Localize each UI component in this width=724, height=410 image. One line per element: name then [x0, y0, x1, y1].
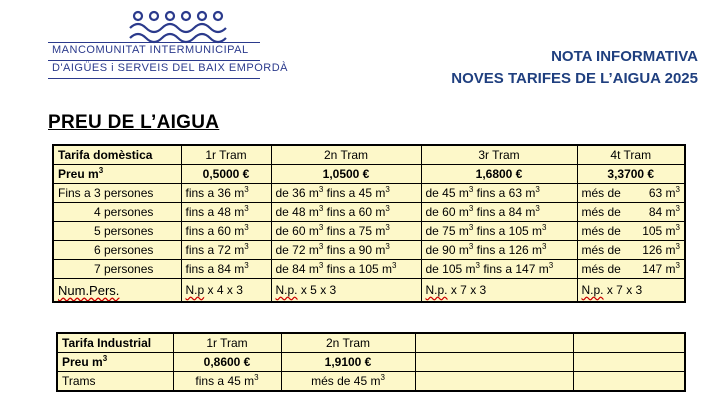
- cell-text: 126 m: [642, 243, 676, 257]
- cell-text: més de: [581, 205, 621, 219]
- table-row: [53, 222, 685, 241]
- preu-value: 3,3700 €: [577, 165, 685, 184]
- cell-text: N.p.: [425, 283, 448, 297]
- tram-header: 4t Tram: [577, 145, 685, 165]
- cell-text: fins a 48 m: [185, 205, 245, 219]
- tram2-cell: de 36 $m^3$ fins a 45 $m^3$: [271, 184, 421, 203]
- table-row: [57, 372, 685, 392]
- cell-text: x 4 x 3: [204, 283, 243, 297]
- cell-text: més de: [581, 186, 621, 200]
- empty-cell: [573, 353, 685, 372]
- table-row: [57, 333, 685, 353]
- tram4-cell: més de 126 $m^3$: [577, 241, 685, 260]
- cell-text: 147 m: [642, 262, 676, 276]
- tram3-cell: de 75 $m^3$ fins a 105 $m^3$: [421, 222, 577, 241]
- numpers-cell: [421, 279, 577, 303]
- cell-text: 63 m: [648, 186, 676, 200]
- table-row: [53, 145, 685, 165]
- cell-text: fins a 90 m: [323, 243, 386, 257]
- numpers-cell: [577, 279, 685, 303]
- cell-text: fins a 75 m: [323, 224, 386, 238]
- tarifa-industrial-table: [56, 332, 686, 392]
- tarifa-industrial-title: Tarifa Industrial: [57, 333, 173, 353]
- cell-text: fins a 45 m: [323, 186, 386, 200]
- cell-text: més de 45 m: [311, 374, 381, 388]
- table-row: [53, 260, 685, 279]
- cell-text: x 5 x 3: [297, 283, 337, 297]
- cell-text: de 60 m: [425, 205, 469, 219]
- preu-label: Preu $m^3$: [53, 165, 181, 184]
- tram-header: 2n Tram: [281, 333, 415, 353]
- row-label: 6 persones: [53, 241, 181, 260]
- tram-header: 1r Tram: [181, 145, 271, 165]
- cell-text: de 105 m: [425, 262, 476, 276]
- cell-text: de 36 m: [275, 186, 319, 200]
- numpers-cell: [271, 279, 421, 303]
- table-row: [57, 353, 685, 372]
- cell-text: fins a 105 m: [323, 262, 393, 276]
- logo-rule-bottom: [48, 78, 260, 79]
- tram-header: 2n Tram: [271, 145, 421, 165]
- cell-text: x 7 x 3: [603, 283, 643, 297]
- cell-text: de 60 m: [275, 224, 319, 238]
- cell-text: fins a 45 m: [195, 374, 255, 388]
- cell-text: fins a 60 m: [185, 224, 245, 238]
- preu-value: 1,0500 €: [271, 165, 421, 184]
- empty-cell: [415, 353, 573, 372]
- tram3-cell: de 105 $m^3$ fins a 147 $m^3$: [421, 260, 577, 279]
- logo-waves-icon: [128, 8, 238, 44]
- tarifa-domestica-table: [52, 144, 686, 303]
- logo-rule-top: [48, 42, 260, 43]
- cell-text: més de: [581, 262, 621, 276]
- tram2-cell: de 72 $m^3$ fins a 90 $m^3$: [271, 241, 421, 260]
- cell-text: de 45 m: [425, 186, 469, 200]
- preu-label-text: Preu m: [58, 167, 99, 181]
- tram1-cell: fins a 60 $m^3$: [181, 222, 271, 241]
- preu-value: 0,5000 €: [181, 165, 271, 184]
- table-row: [53, 165, 685, 184]
- preu-value: 1,9100 €: [281, 353, 415, 372]
- tram1-cell: fins a 45 $m^3$: [173, 372, 281, 392]
- cell-text: de 72 m: [275, 243, 319, 257]
- cell-text: 105 m: [642, 224, 676, 238]
- cell-text: N.p.: [275, 283, 298, 297]
- tram3-cell: de 60 $m^3$ fins a 84 $m^3$: [421, 203, 577, 222]
- row-label: 5 persones: [53, 222, 181, 241]
- row-label: 4 persones: [53, 203, 181, 222]
- nota-line2: NOVES TARIFES DE L’AIGUA 2025: [451, 70, 698, 87]
- tram4-cell: més de 105 $m^3$: [577, 222, 685, 241]
- tram2-cell: de 84 $m^3$ fins a 105 $m^3$: [271, 260, 421, 279]
- cell-text: fins a 60 m: [323, 205, 386, 219]
- cell-text: de 75 m: [425, 224, 469, 238]
- row-label: 7 persones: [53, 260, 181, 279]
- table-row: [53, 184, 685, 203]
- tram1-cell: fins a 72 $m^3$: [181, 241, 271, 260]
- cell-text: fins a 105 m: [473, 224, 543, 238]
- page-title: PREU DE L’AIGUA: [48, 112, 220, 133]
- cell-text: fins a 63 m: [473, 186, 536, 200]
- tram3-cell: de 90 $m^3$ fins a 126 $m^3$: [421, 241, 577, 260]
- empty-cell: [415, 333, 573, 353]
- tram-header: 3r Tram: [421, 145, 577, 165]
- cell-text: 84 m: [648, 205, 676, 219]
- empty-cell: [415, 372, 573, 392]
- table-row: [53, 203, 685, 222]
- tram3-cell: de 45 $m^3$ fins a 63 $m^3$: [421, 184, 577, 203]
- preu-value: 0,8600 €: [173, 353, 281, 372]
- logo-line2: D'AIGÜES i SERVEIS DEL BAIX EMPORDÀ: [52, 62, 288, 74]
- cell-text: de 90 m: [425, 243, 469, 257]
- tram-header: 1r Tram: [173, 333, 281, 353]
- tram1-cell: fins a 36 $m^3$: [181, 184, 271, 203]
- cell-text: fins a 72 m: [185, 243, 245, 257]
- tram4-cell: més de 63 $m^3$: [577, 184, 685, 203]
- cell-text: N.p.: [581, 283, 604, 297]
- logo-line1: MANCOMUNITAT INTERMUNICIPAL: [52, 44, 249, 56]
- table-row: [53, 241, 685, 260]
- trams-label: Trams: [57, 372, 173, 392]
- cell-text: fins a 147 m: [480, 262, 549, 276]
- tram4-cell: més de 84 $m^3$: [577, 203, 685, 222]
- numpers-label: [53, 279, 181, 303]
- tram1-cell: fins a 48 $m^3$: [181, 203, 271, 222]
- cell-text: fins a 84 m: [473, 205, 536, 219]
- row-label: Fins a 3 persones: [53, 184, 181, 203]
- cell-text: de 48 m: [275, 205, 319, 219]
- preu-label-text: Preu m: [62, 355, 103, 369]
- empty-cell: [573, 372, 685, 392]
- preu-label: Preu $m^3$: [57, 353, 173, 372]
- numpers-cell: [181, 279, 271, 303]
- cell-text: fins a 126 m: [473, 243, 543, 257]
- cell-text: més de: [581, 224, 621, 238]
- logo: [48, 8, 288, 96]
- empty-cell: [573, 333, 685, 353]
- tram2-cell: de 48 $m^3$ fins a 60 $m^3$: [271, 203, 421, 222]
- cell-text: fins a 36 m: [185, 186, 245, 200]
- cell-text: més de: [581, 243, 621, 257]
- nota-informativa: [451, 46, 698, 90]
- tarifa-domestica-title: Tarifa domèstica: [53, 145, 181, 165]
- preu-value: 1,6800 €: [421, 165, 577, 184]
- tram2-cell: més de 45 $m^3$: [281, 372, 415, 392]
- cell-text: N.p: [185, 283, 205, 297]
- cell-text: fins a 84 m: [185, 262, 245, 276]
- nota-line1: NOTA INFORMATIVA: [551, 48, 698, 65]
- table-row: [53, 279, 685, 303]
- tram4-cell: més de 147 $m^3$: [577, 260, 685, 279]
- logo-rule-middle: [48, 60, 260, 61]
- cell-text: de 84 m: [275, 262, 319, 276]
- numpers-label-text: Num.Pers.: [58, 282, 120, 298]
- cell-text: x 7 x 3: [447, 283, 487, 297]
- tram2-cell: de 60 $m^3$ fins a 75 $m^3$: [271, 222, 421, 241]
- tram1-cell: fins a 84 $m^3$: [181, 260, 271, 279]
